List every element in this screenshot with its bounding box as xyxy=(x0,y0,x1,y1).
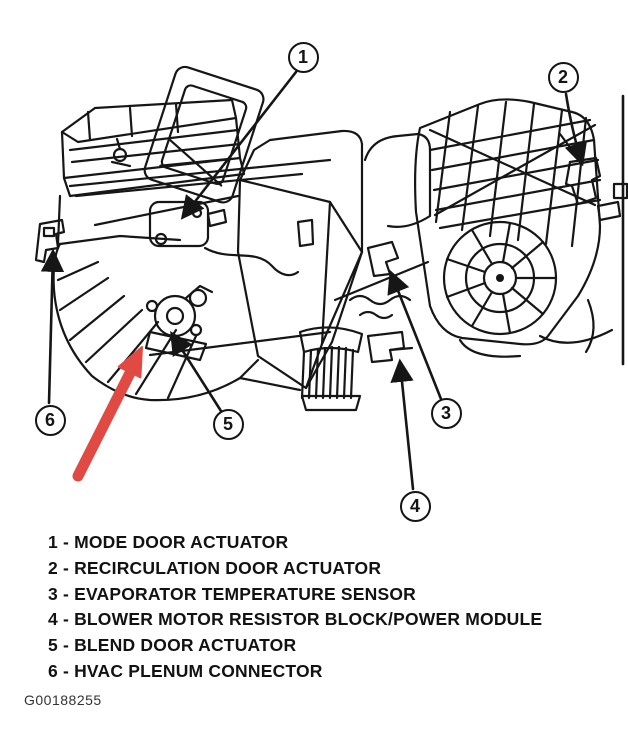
red-highlight-arrow xyxy=(78,347,142,476)
leader-arrow-2 xyxy=(566,94,582,163)
callout-badge-6: 6 xyxy=(35,405,66,436)
legend-item-2: 2 - RECIRCULATION DOOR ACTUATOR xyxy=(48,557,382,578)
callout-badge-4: 4 xyxy=(400,491,431,522)
sensor-and-bracket-art xyxy=(335,242,428,362)
legend-item-1: 1 - MODE DOOR ACTUATOR xyxy=(48,532,289,552)
ribbed-cylinder-art xyxy=(300,327,362,410)
recirc-housing-art xyxy=(415,99,612,356)
leader-arrow-6 xyxy=(49,252,53,403)
legend-item-5: 5 - BLEND DOOR ACTUATOR xyxy=(48,635,297,656)
legend xyxy=(48,530,608,685)
callout-badge-3: 3 xyxy=(431,398,462,429)
legend-item-3: 3 - EVAPORATOR TEMPERATURE SENSOR xyxy=(48,583,416,604)
legend-item-6: 6 - HVAC PLENUM CONNECTOR xyxy=(48,660,323,681)
figure-code: G00188255 xyxy=(24,692,102,708)
left-case-art xyxy=(58,100,330,244)
callout-badge-2: 2 xyxy=(548,62,579,93)
callout-badge-1: 1 xyxy=(288,42,319,73)
leader-arrow-3 xyxy=(391,273,441,399)
leader-arrow-4 xyxy=(400,362,413,489)
legend-item-4: 4 - BLOWER MOTOR RESISTOR BLOCK/POWER MODULE xyxy=(48,609,543,630)
callout-badge-5: 5 xyxy=(213,409,244,440)
